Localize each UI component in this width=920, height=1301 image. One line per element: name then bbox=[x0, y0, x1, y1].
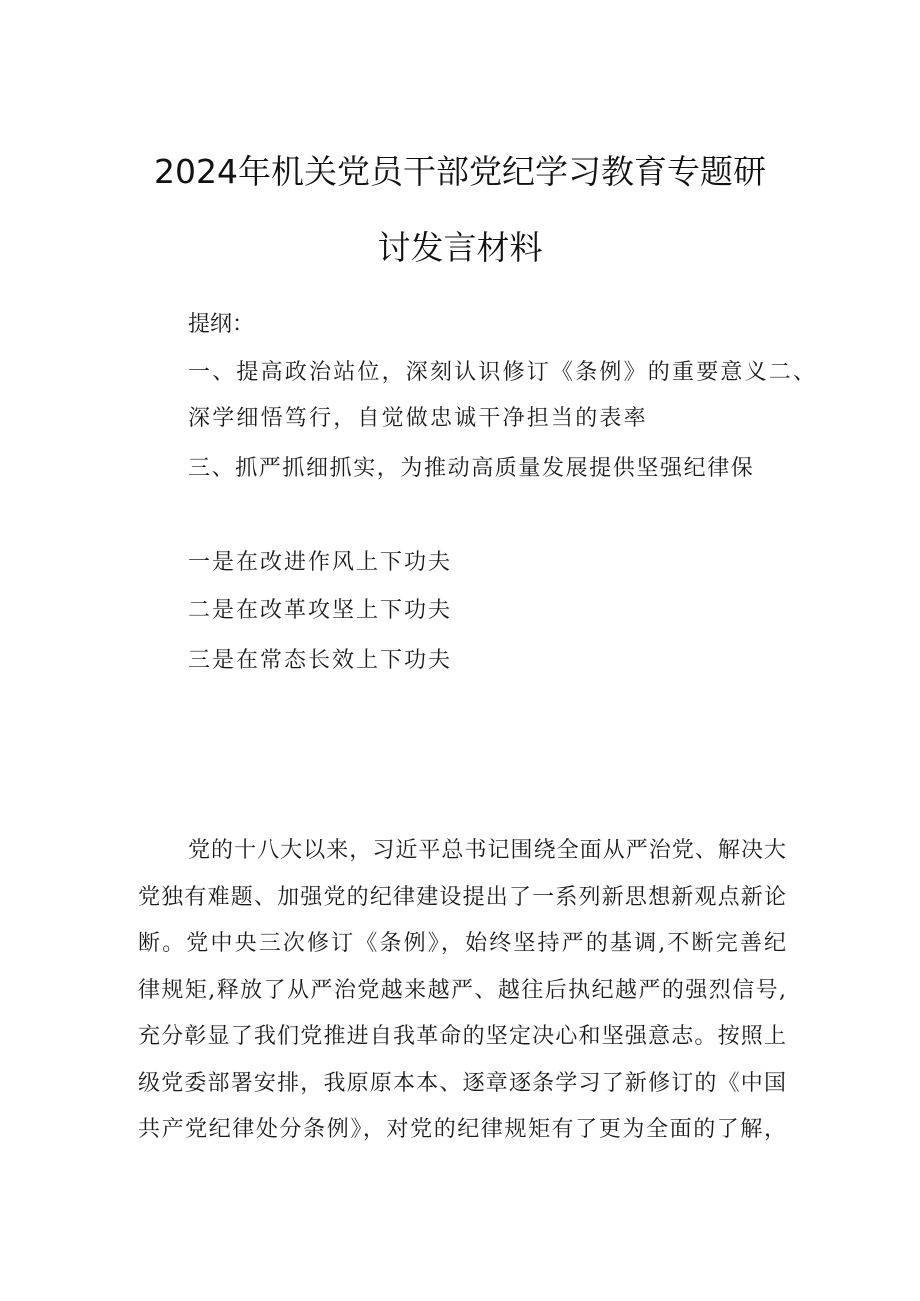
body-line: 级党委部署安排，我原原本本、逐章逐条学习了新修订的《中国 bbox=[138, 1070, 786, 1096]
document-title-line-1: 2024年机关党员干部党纪学习教育专题研 bbox=[154, 152, 766, 191]
body-line: 充分彰显了我们党推进自我革命的坚定决心和坚强意志。按照上 bbox=[138, 1024, 786, 1049]
body-line: 党的十八大以来，习近平总书记围绕全面从严治党、解决大 bbox=[188, 838, 786, 863]
outline-item: 深学细悟笃行，自觉做忠诚干净担当的表率 bbox=[188, 406, 648, 431]
body-line: 断。党中央三次修订《条例》，始终坚持严的基调,不断完善纪 bbox=[138, 931, 786, 956]
subpoint-item: 一是在改进作风上下功夫 bbox=[188, 550, 453, 575]
body-line: 党独有难题、加强党的纪律建设提出了一系列新思想新观点新论 bbox=[138, 884, 786, 910]
document-title-line-2: 讨发言材料 bbox=[377, 228, 543, 267]
body-paragraph bbox=[138, 836, 786, 1162]
outline-heading: 提纲： bbox=[188, 312, 255, 337]
outline-item: 三、抓严抓细抓实，为推动高质量发展提供坚强纪律保 bbox=[188, 456, 755, 481]
outline-item: 一、提高政治站位，深刻认识修订《条例》的重要意义二、 bbox=[188, 360, 818, 385]
body-line: 共产党纪律处分条例》，对党的纪律规矩有了更为全面的了解， bbox=[138, 1117, 786, 1142]
body-line: 律规矩,释放了从严治党越来越严、越往后执纪越严的强烈信号, bbox=[138, 977, 786, 1003]
subpoint-item: 三是在常态长效上下功夫 bbox=[188, 648, 453, 673]
subpoint-item: 二是在改革攻坚上下功夫 bbox=[188, 598, 453, 623]
